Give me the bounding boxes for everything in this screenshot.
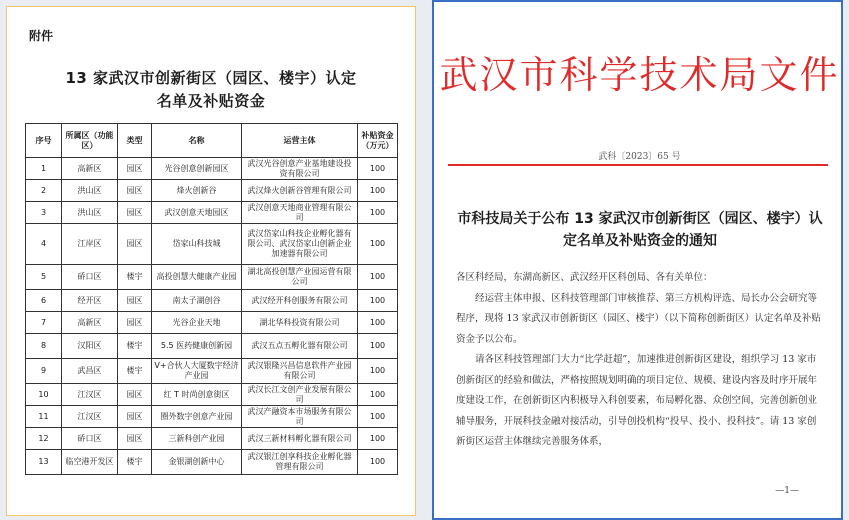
cell-subsidy: 100: [358, 428, 398, 450]
district-list-table: [25, 123, 398, 475]
cell-type: 园区: [118, 180, 152, 202]
cell-name: 金银湖创新中心: [152, 450, 242, 475]
cell-subsidy: 100: [358, 359, 398, 384]
cell-type: 楼宇: [118, 359, 152, 384]
cell-subsidy: 100: [358, 290, 398, 312]
cell-operator: 武汉五点五孵化器有限公司: [242, 334, 358, 359]
header-subsidy: 补贴资金（万元）: [358, 124, 398, 158]
header-serial: 序号: [26, 124, 62, 158]
cell-district: 高新区: [62, 158, 118, 180]
paragraph-1: 经运营主体申报、区科技管理部门审核推荐、第三方机构评选、局长办公会研究等程序，现将 13 家武汉市创新街区（园区、楼宇）（以下简称创新街区）认定名单及补贴资金予以公布。: [456, 292, 821, 345]
cell-district: 经开区: [62, 290, 118, 312]
paragraph-2: 请各区科技管理部门大力“比学赶超”，加速推进创新街区建设，组织学习 13 家市创新街区的经验和做法，严格按照规划明确的项目定位、规模、建设内容及时序开展年度建设工作，在创新街区内积极导入科创要素，布局孵化器、众创空间，完善创新创业辅导服务，开展科技金融对接活动，引导创投机构“投早、投小、投科技”。请 13 家创新街区运营主体继续完善服务体系，: [456, 354, 818, 447]
cell-serial: 2: [26, 180, 62, 202]
table-row: [26, 428, 398, 450]
salutation: 各区科经局，东湖高新区、武汉经开区科创局、各有关单位：: [456, 272, 713, 283]
red-divider-line: [448, 164, 828, 166]
document-number: 武科〔2023〕65 号: [598, 152, 681, 162]
cell-type: 园区: [118, 158, 152, 180]
cell-operator: 湖北高投创慧产业园运营有限公司: [242, 265, 358, 290]
cell-type: 园区: [118, 290, 152, 312]
cell-district: 汉阳区: [62, 334, 118, 359]
cell-name: 南太子湖创谷: [152, 290, 242, 312]
cell-district: 高新区: [62, 312, 118, 334]
cell-district: 临空港开发区: [62, 450, 118, 475]
cell-name: 光谷企业天地: [152, 312, 242, 334]
cell-type: 园区: [118, 384, 152, 406]
cell-type: 园区: [118, 202, 152, 224]
header-operator: 运营主体: [242, 124, 358, 158]
cell-serial: 4: [26, 224, 62, 265]
cell-operator: 武汉银江创享科技企业孵化器管理有限公司: [242, 450, 358, 475]
list-title-line2: 名单及补贴资金: [156, 92, 266, 110]
document-header: 武汉市科学技术局文件: [439, 53, 840, 97]
table-header-row: [26, 124, 398, 158]
notice-body: [456, 268, 822, 453]
cell-type: 楼宇: [118, 334, 152, 359]
cell-name: 5.5 医药健康创新园: [152, 334, 242, 359]
cell-serial: 9: [26, 359, 62, 384]
cell-type: 楼宇: [118, 265, 152, 290]
attachment-page: [6, 6, 416, 516]
cell-type: 园区: [118, 224, 152, 265]
cell-subsidy: 100: [358, 180, 398, 202]
cell-operator: 武汉创意天地商业管理有限公司: [242, 202, 358, 224]
table-row: [26, 359, 398, 384]
cell-operator: 武汉岱家山科技企业孵化器有限公司、武汉岱家山创新企业加速器有限公司: [242, 224, 358, 265]
cell-district: 硚口区: [62, 428, 118, 450]
cell-operator: 武汉经开科创服务有限公司: [242, 290, 358, 312]
cell-name: 圈外数字创意产业园: [152, 406, 242, 428]
table-row: [26, 406, 398, 428]
cell-type: 园区: [118, 428, 152, 450]
cell-subsidy: 100: [358, 450, 398, 475]
table-row: [26, 224, 398, 265]
cell-name: 高投创慧大健康产业园: [152, 265, 242, 290]
cell-subsidy: 100: [358, 406, 398, 428]
cell-serial: 11: [26, 406, 62, 428]
cell-serial: 6: [26, 290, 62, 312]
table-row: [26, 180, 398, 202]
cell-serial: 8: [26, 334, 62, 359]
cell-operator: 武汉三新材料孵化器有限公司: [242, 428, 358, 450]
table-row: [26, 265, 398, 290]
table-row: [26, 158, 398, 180]
cell-operator: 武汉长江文创产业发展有限公司: [242, 384, 358, 406]
cell-district: 江岸区: [62, 224, 118, 265]
table-row: [26, 334, 398, 359]
cell-district: 硚口区: [62, 265, 118, 290]
cell-operator: 武汉产融资本市场服务有限公司: [242, 406, 358, 428]
page-number: —1—: [775, 486, 799, 496]
table-body: [26, 158, 398, 475]
cell-name: 岱家山科技城: [152, 224, 242, 265]
cell-name: 光谷创意创新园区: [152, 158, 242, 180]
cell-type: 园区: [118, 406, 152, 428]
cell-type: 园区: [118, 312, 152, 334]
cell-name: 红 T 时尚创意街区: [152, 384, 242, 406]
cell-operator: 武汉光谷创意产业基地建设投资有限公司: [242, 158, 358, 180]
cell-subsidy: 100: [358, 384, 398, 406]
cell-district: 江汉区: [62, 384, 118, 406]
cell-operator: 武汉烽火创新谷管理有限公司: [242, 180, 358, 202]
cell-subsidy: 100: [358, 312, 398, 334]
table-row: [26, 450, 398, 475]
cell-name: 烽火创新谷: [152, 180, 242, 202]
cell-serial: 5: [26, 265, 62, 290]
cell-name: V+合伙人大厦数字经济产业园: [152, 359, 242, 384]
cell-subsidy: 100: [358, 224, 398, 265]
cell-district: 武昌区: [62, 359, 118, 384]
cell-subsidy: 100: [358, 334, 398, 359]
cell-district: 洪山区: [62, 202, 118, 224]
cell-type: 楼宇: [118, 450, 152, 475]
cell-serial: 7: [26, 312, 62, 334]
table-row: [26, 312, 398, 334]
cell-serial: 12: [26, 428, 62, 450]
attachment-label: 附件: [29, 29, 54, 43]
table-row: [26, 290, 398, 312]
cell-name: 武汉创意天地园区: [152, 202, 242, 224]
cell-operator: 武汉银隆兴昌信息软件产业园有限公司: [242, 359, 358, 384]
cell-serial: 10: [26, 384, 62, 406]
header-name: 名称: [152, 124, 242, 158]
cell-subsidy: 100: [358, 265, 398, 290]
table-row: [26, 202, 398, 224]
notice-page: [432, 0, 843, 520]
cell-serial: 13: [26, 450, 62, 475]
cell-district: 洪山区: [62, 180, 118, 202]
cell-serial: 1: [26, 158, 62, 180]
cell-name: 三新科创产业园: [152, 428, 242, 450]
list-title-line1: 13 家武汉市创新街区（园区、楼宇）认定: [65, 69, 357, 87]
header-district: 所属区（功能区）: [62, 124, 118, 158]
cell-subsidy: 100: [358, 202, 398, 224]
cell-subsidy: 100: [358, 158, 398, 180]
cell-serial: 3: [26, 202, 62, 224]
notice-title: 市科技局关于公布 13 家武汉市创新街区（园区、楼宇）认定名单及补贴资金的通知: [457, 211, 823, 249]
cell-district: 江汉区: [62, 406, 118, 428]
table-row: [26, 384, 398, 406]
header-type: 类型: [118, 124, 152, 158]
cell-operator: 湖北华科投资有限公司: [242, 312, 358, 334]
